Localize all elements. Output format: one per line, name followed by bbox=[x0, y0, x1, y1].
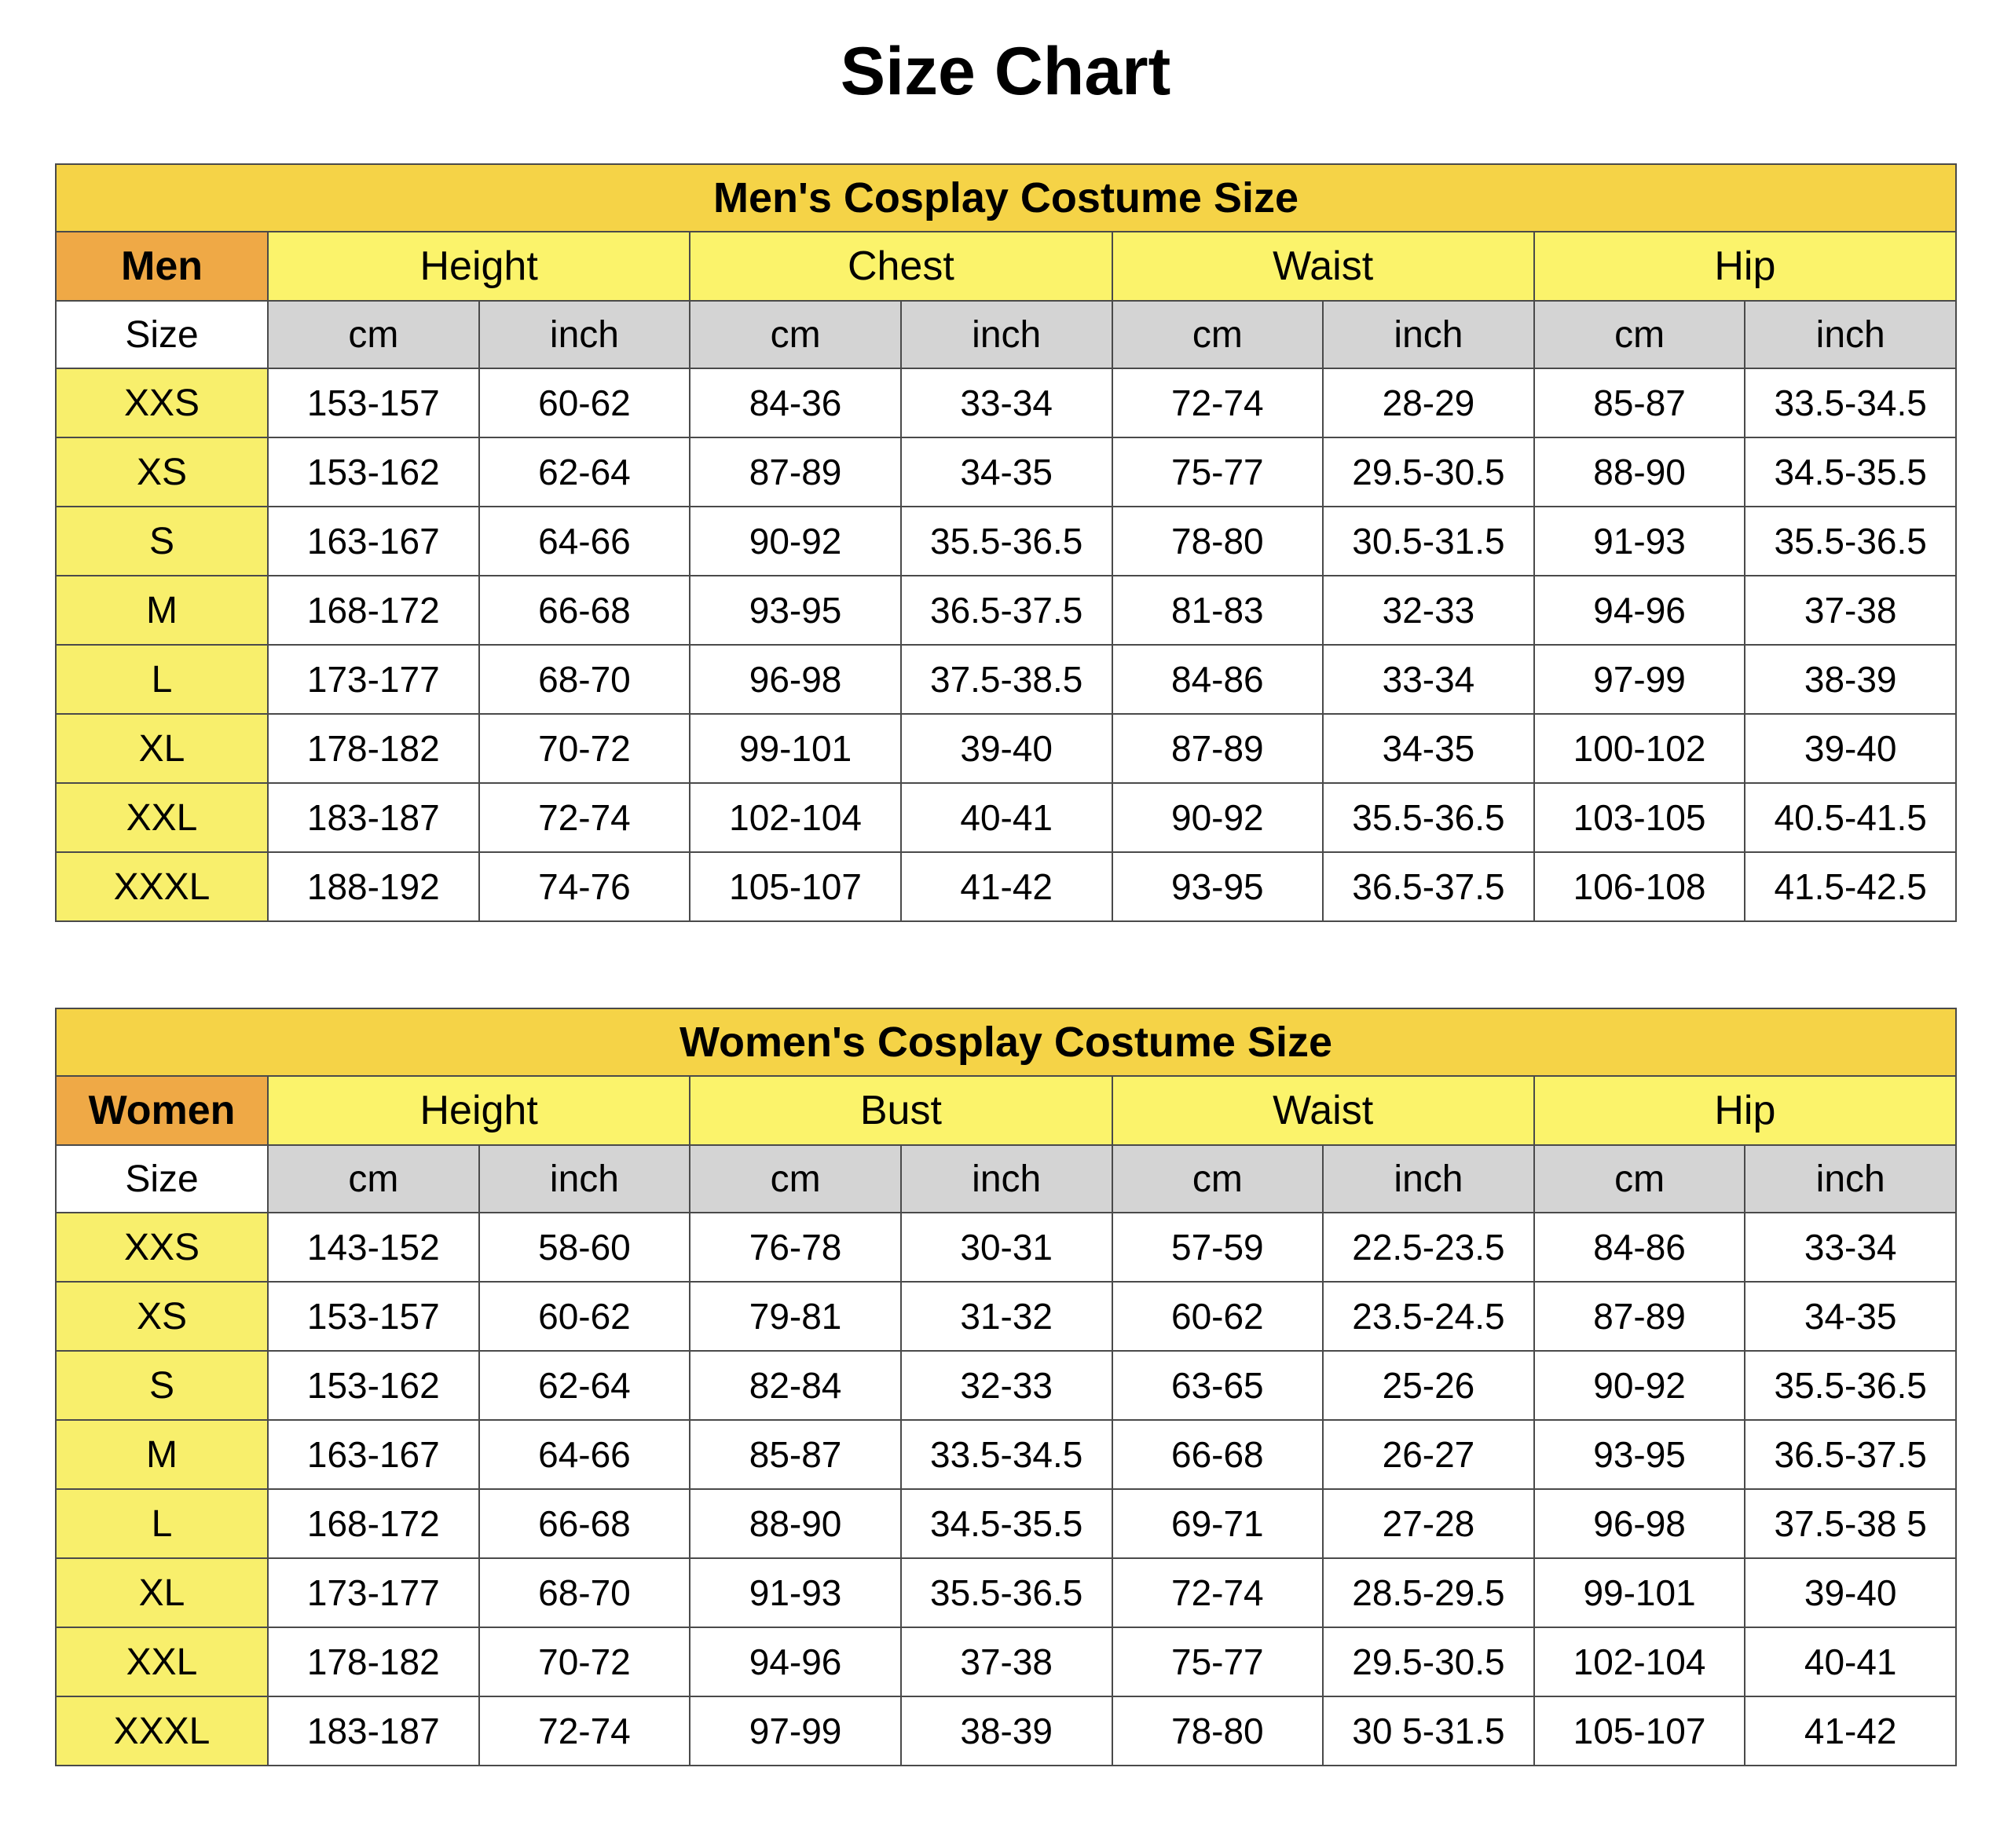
measurement-cell: 33-34 bbox=[1745, 1213, 1956, 1282]
measurement-cell: 70-72 bbox=[479, 1627, 690, 1696]
measurement-cell: 178-182 bbox=[268, 714, 479, 783]
womens-size-table bbox=[55, 1008, 1957, 1766]
size-label-cell: XXL bbox=[56, 1627, 268, 1696]
header-bust: Bust bbox=[690, 1076, 1112, 1145]
measurement-cell: 97-99 bbox=[1534, 645, 1745, 714]
measurement-cell: 178-182 bbox=[268, 1627, 479, 1696]
unit-header-inch: inch bbox=[479, 301, 690, 368]
measurement-cell: 39-40 bbox=[901, 714, 1112, 783]
measurement-cell: 76-78 bbox=[690, 1213, 901, 1282]
measurement-cell: 99-101 bbox=[690, 714, 901, 783]
measurement-cell: 64-66 bbox=[479, 507, 690, 576]
measurement-cell: 75-77 bbox=[1112, 437, 1324, 507]
measurement-cell: 72-74 bbox=[479, 1696, 690, 1766]
measurement-cell: 63-65 bbox=[1112, 1351, 1324, 1420]
measurement-cell: 40-41 bbox=[901, 783, 1112, 852]
measurement-cell: 33-34 bbox=[1323, 645, 1534, 714]
header-hip: Hip bbox=[1534, 1076, 1956, 1145]
measurement-cell: 168-172 bbox=[268, 1489, 479, 1558]
measurement-cell: 88-90 bbox=[1534, 437, 1745, 507]
measurement-cell: 88-90 bbox=[690, 1489, 901, 1558]
measurement-cell: 60-62 bbox=[479, 368, 690, 437]
mens-group-header-row bbox=[56, 232, 1956, 301]
measurement-cell: 173-177 bbox=[268, 645, 479, 714]
measurement-cell: 153-162 bbox=[268, 437, 479, 507]
measurement-cell: 38-39 bbox=[901, 1696, 1112, 1766]
womens-table-title: Women's Cosplay Costume Size bbox=[56, 1008, 1956, 1076]
measurement-cell: 39-40 bbox=[1745, 1558, 1956, 1627]
size-label-cell: XL bbox=[56, 1558, 268, 1627]
table-row bbox=[56, 1558, 1956, 1627]
unit-header-cm: cm bbox=[1534, 1145, 1745, 1213]
measurement-cell: 105-107 bbox=[1534, 1696, 1745, 1766]
measurement-cell: 72-74 bbox=[1112, 368, 1324, 437]
measurement-cell: 35.5-36.5 bbox=[1323, 783, 1534, 852]
unit-header-inch: inch bbox=[1745, 1145, 1956, 1213]
measurement-cell: 30.5-31.5 bbox=[1323, 507, 1534, 576]
table-row bbox=[56, 645, 1956, 714]
table-row bbox=[56, 852, 1956, 921]
measurement-cell: 33.5-34.5 bbox=[1745, 368, 1956, 437]
measurement-cell: 82-84 bbox=[690, 1351, 901, 1420]
measurement-cell: 163-167 bbox=[268, 507, 479, 576]
header-height: Height bbox=[268, 1076, 690, 1145]
size-label-cell: L bbox=[56, 1489, 268, 1558]
measurement-cell: 62-64 bbox=[479, 1351, 690, 1420]
womens-unit-header-row bbox=[56, 1145, 1956, 1213]
mens-group-label: Men bbox=[56, 232, 268, 301]
measurement-cell: 60-62 bbox=[479, 1282, 690, 1351]
table-row bbox=[56, 576, 1956, 645]
measurement-cell: 153-157 bbox=[268, 1282, 479, 1351]
measurement-cell: 33.5-34.5 bbox=[901, 1420, 1112, 1489]
size-label-cell: S bbox=[56, 507, 268, 576]
measurement-cell: 27-28 bbox=[1323, 1489, 1534, 1558]
measurement-cell: 32-33 bbox=[1323, 576, 1534, 645]
header-chest: Chest bbox=[690, 232, 1112, 301]
measurement-cell: 90-92 bbox=[1112, 783, 1324, 852]
measurement-cell: 85-87 bbox=[1534, 368, 1745, 437]
measurement-cell: 78-80 bbox=[1112, 507, 1324, 576]
measurement-cell: 85-87 bbox=[690, 1420, 901, 1489]
measurement-cell: 35.5-36.5 bbox=[901, 1558, 1112, 1627]
table-row bbox=[56, 1696, 1956, 1766]
measurement-cell: 40.5-41.5 bbox=[1745, 783, 1956, 852]
table-row bbox=[56, 1213, 1956, 1282]
measurement-cell: 34-35 bbox=[1323, 714, 1534, 783]
measurement-cell: 74-76 bbox=[479, 852, 690, 921]
measurement-cell: 29.5-30.5 bbox=[1323, 1627, 1534, 1696]
measurement-cell: 37-38 bbox=[901, 1627, 1112, 1696]
measurement-cell: 173-177 bbox=[268, 1558, 479, 1627]
measurement-cell: 94-96 bbox=[1534, 576, 1745, 645]
unit-header-inch: inch bbox=[1323, 1145, 1534, 1213]
measurement-cell: 31-32 bbox=[901, 1282, 1112, 1351]
size-label-cell: L bbox=[56, 645, 268, 714]
measurement-cell: 38-39 bbox=[1745, 645, 1956, 714]
measurement-cell: 37.5-38 5 bbox=[1745, 1489, 1956, 1558]
measurement-cell: 72-74 bbox=[479, 783, 690, 852]
unit-header-inch: inch bbox=[901, 1145, 1112, 1213]
womens-group-label: Women bbox=[56, 1076, 268, 1145]
measurement-cell: 62-64 bbox=[479, 437, 690, 507]
measurement-cell: 36.5-37.5 bbox=[901, 576, 1112, 645]
unit-header-inch: inch bbox=[1323, 301, 1534, 368]
unit-header-cm: cm bbox=[268, 1145, 479, 1213]
table-row bbox=[56, 1420, 1956, 1489]
measurement-cell: 34.5-35.5 bbox=[901, 1489, 1112, 1558]
unit-header-inch: inch bbox=[479, 1145, 690, 1213]
measurement-cell: 41-42 bbox=[1745, 1696, 1956, 1766]
womens-table-title-row bbox=[56, 1008, 1956, 1076]
measurement-cell: 41.5-42.5 bbox=[1745, 852, 1956, 921]
measurement-cell: 99-101 bbox=[1534, 1558, 1745, 1627]
size-column-header: Size bbox=[56, 301, 268, 368]
measurement-cell: 93-95 bbox=[1112, 852, 1324, 921]
size-label-cell: M bbox=[56, 1420, 268, 1489]
measurement-cell: 183-187 bbox=[268, 1696, 479, 1766]
measurement-cell: 32-33 bbox=[901, 1351, 1112, 1420]
measurement-cell: 153-162 bbox=[268, 1351, 479, 1420]
measurement-cell: 35.5-36.5 bbox=[1745, 1351, 1956, 1420]
measurement-cell: 28-29 bbox=[1323, 368, 1534, 437]
measurement-cell: 29.5-30.5 bbox=[1323, 437, 1534, 507]
measurement-cell: 84-86 bbox=[1112, 645, 1324, 714]
measurement-cell: 60-62 bbox=[1112, 1282, 1324, 1351]
size-label-cell: XXXL bbox=[56, 852, 268, 921]
size-label-cell: XXXL bbox=[56, 1696, 268, 1766]
measurement-cell: 28.5-29.5 bbox=[1323, 1558, 1534, 1627]
measurement-cell: 39-40 bbox=[1745, 714, 1956, 783]
measurement-cell: 94-96 bbox=[690, 1627, 901, 1696]
measurement-cell: 66-68 bbox=[479, 1489, 690, 1558]
measurement-cell: 87-89 bbox=[1112, 714, 1324, 783]
measurement-cell: 96-98 bbox=[1534, 1489, 1745, 1558]
measurement-cell: 143-152 bbox=[268, 1213, 479, 1282]
measurement-cell: 97-99 bbox=[690, 1696, 901, 1766]
header-waist: Waist bbox=[1112, 232, 1534, 301]
header-waist: Waist bbox=[1112, 1076, 1534, 1145]
measurement-cell: 41-42 bbox=[901, 852, 1112, 921]
unit-header-cm: cm bbox=[268, 301, 479, 368]
measurement-cell: 91-93 bbox=[690, 1558, 901, 1627]
measurement-cell: 34.5-35.5 bbox=[1745, 437, 1956, 507]
measurement-cell: 66-68 bbox=[479, 576, 690, 645]
measurement-cell: 23.5-24.5 bbox=[1323, 1282, 1534, 1351]
measurement-cell: 93-95 bbox=[1534, 1420, 1745, 1489]
measurement-cell: 153-157 bbox=[268, 368, 479, 437]
measurement-cell: 70-72 bbox=[479, 714, 690, 783]
measurement-cell: 35.5-36.5 bbox=[901, 507, 1112, 576]
size-label-cell: XXS bbox=[56, 1213, 268, 1282]
size-label-cell: XXL bbox=[56, 783, 268, 852]
measurement-cell: 72-74 bbox=[1112, 1558, 1324, 1627]
measurement-cell: 34-35 bbox=[901, 437, 1112, 507]
header-hip: Hip bbox=[1534, 232, 1956, 301]
measurement-cell: 87-89 bbox=[690, 437, 901, 507]
table-row bbox=[56, 437, 1956, 507]
measurement-cell: 183-187 bbox=[268, 783, 479, 852]
measurement-cell: 90-92 bbox=[690, 507, 901, 576]
table-row bbox=[56, 507, 1956, 576]
unit-header-inch: inch bbox=[1745, 301, 1956, 368]
measurement-cell: 84-36 bbox=[690, 368, 901, 437]
measurement-cell: 105-107 bbox=[690, 852, 901, 921]
table-row bbox=[56, 783, 1956, 852]
table-row bbox=[56, 368, 1956, 437]
measurement-cell: 57-59 bbox=[1112, 1213, 1324, 1282]
measurement-cell: 87-89 bbox=[1534, 1282, 1745, 1351]
measurement-cell: 91-93 bbox=[1534, 507, 1745, 576]
table-row bbox=[56, 714, 1956, 783]
measurement-cell: 25-26 bbox=[1323, 1351, 1534, 1420]
measurement-cell: 188-192 bbox=[268, 852, 479, 921]
womens-group-header-row bbox=[56, 1076, 1956, 1145]
measurement-cell: 102-104 bbox=[1534, 1627, 1745, 1696]
measurement-cell: 58-60 bbox=[479, 1213, 690, 1282]
mens-table-title: Men's Cosplay Costume Size bbox=[56, 164, 1956, 232]
measurement-cell: 78-80 bbox=[1112, 1696, 1324, 1766]
unit-header-cm: cm bbox=[690, 301, 901, 368]
measurement-cell: 26-27 bbox=[1323, 1420, 1534, 1489]
measurement-cell: 103-105 bbox=[1534, 783, 1745, 852]
measurement-cell: 68-70 bbox=[479, 1558, 690, 1627]
measurement-cell: 30 5-31.5 bbox=[1323, 1696, 1534, 1766]
page-title: Size Chart bbox=[840, 34, 1171, 109]
unit-header-cm: cm bbox=[690, 1145, 901, 1213]
measurement-cell: 40-41 bbox=[1745, 1627, 1956, 1696]
measurement-cell: 22.5-23.5 bbox=[1323, 1213, 1534, 1282]
mens-size-table bbox=[55, 163, 1957, 922]
unit-header-cm: cm bbox=[1534, 301, 1745, 368]
header-height: Height bbox=[268, 232, 690, 301]
measurement-cell: 106-108 bbox=[1534, 852, 1745, 921]
unit-header-inch: inch bbox=[901, 301, 1112, 368]
measurement-cell: 69-71 bbox=[1112, 1489, 1324, 1558]
measurement-cell: 96-98 bbox=[690, 645, 901, 714]
size-column-header: Size bbox=[56, 1145, 268, 1213]
measurement-cell: 75-77 bbox=[1112, 1627, 1324, 1696]
measurement-cell: 79-81 bbox=[690, 1282, 901, 1351]
measurement-cell: 90-92 bbox=[1534, 1351, 1745, 1420]
measurement-cell: 34-35 bbox=[1745, 1282, 1956, 1351]
measurement-cell: 81-83 bbox=[1112, 576, 1324, 645]
mens-unit-header-row bbox=[56, 301, 1956, 368]
measurement-cell: 66-68 bbox=[1112, 1420, 1324, 1489]
measurement-cell: 93-95 bbox=[690, 576, 901, 645]
measurement-cell: 168-172 bbox=[268, 576, 479, 645]
size-label-cell: S bbox=[56, 1351, 268, 1420]
measurement-cell: 163-167 bbox=[268, 1420, 479, 1489]
measurement-cell: 84-86 bbox=[1534, 1213, 1745, 1282]
size-label-cell: XL bbox=[56, 714, 268, 783]
table-row bbox=[56, 1282, 1956, 1351]
measurement-cell: 64-66 bbox=[479, 1420, 690, 1489]
mens-table-title-row bbox=[56, 164, 1956, 232]
table-row bbox=[56, 1351, 1956, 1420]
measurement-cell: 68-70 bbox=[479, 645, 690, 714]
table-row bbox=[56, 1627, 1956, 1696]
measurement-cell: 36.5-37.5 bbox=[1745, 1420, 1956, 1489]
table-row bbox=[56, 1489, 1956, 1558]
size-label-cell: XXS bbox=[56, 368, 268, 437]
measurement-cell: 37-38 bbox=[1745, 576, 1956, 645]
measurement-cell: 33-34 bbox=[901, 368, 1112, 437]
measurement-cell: 102-104 bbox=[690, 783, 901, 852]
measurement-cell: 100-102 bbox=[1534, 714, 1745, 783]
measurement-cell: 37.5-38.5 bbox=[901, 645, 1112, 714]
size-label-cell: M bbox=[56, 576, 268, 645]
unit-header-cm: cm bbox=[1112, 1145, 1324, 1213]
measurement-cell: 35.5-36.5 bbox=[1745, 507, 1956, 576]
size-label-cell: XS bbox=[56, 1282, 268, 1351]
measurement-cell: 36.5-37.5 bbox=[1323, 852, 1534, 921]
unit-header-cm: cm bbox=[1112, 301, 1324, 368]
measurement-cell: 30-31 bbox=[901, 1213, 1112, 1282]
size-label-cell: XS bbox=[56, 437, 268, 507]
